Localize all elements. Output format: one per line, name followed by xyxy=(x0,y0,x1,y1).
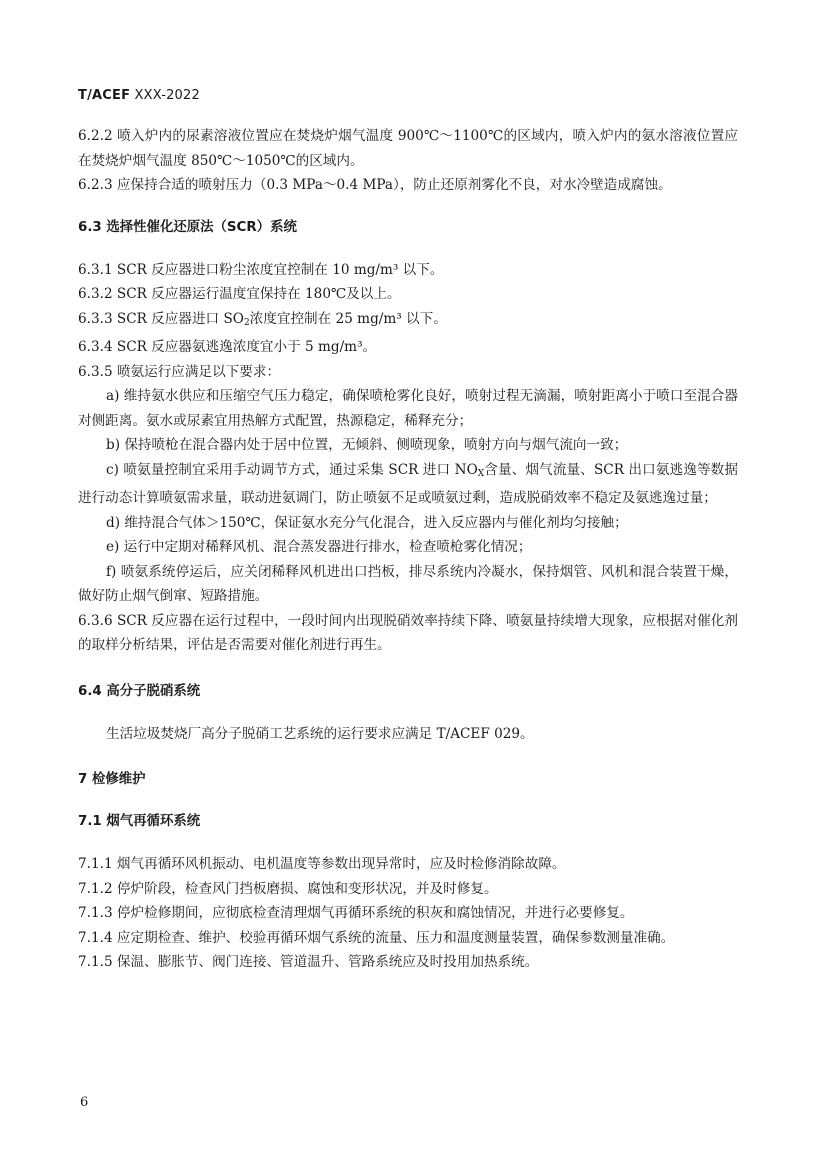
clause-6-3-4: 6.3.4 SCR 反应器氨逃逸浓度宜小于 5 mg/m³。 xyxy=(78,339,377,355)
clause-6-2-2: 6.2.2 喷入炉内的尿素溶液位置应在焚烧炉烟气温度 900℃～1100℃的区域内，喷入炉内的氨水溶液位置应在焚烧炉烟气温度 850℃～1050℃的区域内。 xyxy=(78,128,738,169)
standard-code-number: XXX-2022 xyxy=(130,88,200,103)
list-item-f: f) 喷氨系统停运后，应关闭稀释风机进出口挡板，排尽系统内冷凝水，保持烟管、风机和混合装置干燥，做好防止烟气倒窜、短路措施。 xyxy=(78,563,738,604)
standard-code-header xyxy=(78,88,200,103)
clause-6-3-1: 6.3.1 SCR 反应器进口粉尘浓度宜控制在 10 mg/m³ 以下。 xyxy=(78,261,444,278)
clause-6-3-3: 6.3.3 SCR 反应器进口 $SO_2$浓度宜控制在 25 mg/m³ 以下。 xyxy=(78,310,447,328)
list-item-e: e) 运行中定期对稀释风机、混合蒸发器进行排水，检查喷枪雾化情况； xyxy=(106,539,532,555)
list-item-c: c) 喷氨量控制宜采用手动调节方式，通过采集 SCR 进口 $NO_X$含量、烟气流量、SCR 出口氨逃逸等数据进行动态计算喷氨需求量，联动进氨调门，防止喷氨不足或喷氨过剩，造成脱硝效率不稳定及氨逃逸过量； xyxy=(78,461,738,506)
clause-7-1-3: 7.1.3 停炉检修期间，应彻底检查清理烟气再循环系统的积灰和腐蚀情况，并进行必要修复。 xyxy=(78,905,634,921)
clause-6-3-6: 6.3.6 SCR 反应器在运行过程中，一段时间内出现脱硝效率持续下降、喷氨量持续增大现象，应根据对催化剂的取样分析结果，评估是否需要对催化剂进行再生。 xyxy=(78,612,738,653)
list-item-a: a) 维持氨水供应和压缩空气压力稳定，确保喷枪雾化良好，喷射过程无滴漏，喷射距离小于喷口至混合器对侧距离。氨水或尿素宜用热解方式配置，热源稳定，稀释充分； xyxy=(78,388,738,429)
clause-6-4-body: 生活垃圾焚烧厂高分子脱硝工艺系统的运行要求应满足 T/ACEF 029。 xyxy=(106,725,534,742)
page-number: 6 xyxy=(80,1095,89,1110)
clause-6-2-3: 6.2.3 应保持合适的喷射压力（0.3 MPa～0.4 MPa），防止还原剂雾化不良，对水冷壁造成腐蚀。 xyxy=(78,177,672,193)
section-heading-6-3: 6.3 选择性催化还原法（SCR）系统 xyxy=(78,219,297,235)
document-body xyxy=(78,124,738,975)
clause-7-1-2: 7.1.2 停炉阶段，检查风门挡板磨损、腐蚀和变形状况，并及时修复。 xyxy=(78,880,498,897)
clause-7-1-4: 7.1.4 应定期检查、维护、校验再循环烟气系统的流量、压力和温度测量装置，确保参数测量准确。 xyxy=(78,929,675,946)
chapter-heading-7: 7 检修维护 xyxy=(78,772,146,787)
clause-7-1-1: 7.1.1 烟气再循环风机振动、电机温度等参数出现异常时，应及时检修消除故障。 xyxy=(78,856,566,872)
standard-code-prefix: T/ACEF xyxy=(78,88,131,103)
clause-6-3-2: 6.3.2 SCR 反应器运行温度宜保持在 180℃及以上。 xyxy=(78,286,401,302)
clause-7-1-5: 7.1.5 保温、膨胀节、阀门连接、管道温升、管路系统应及时投用加热系统。 xyxy=(78,954,539,970)
section-heading-7-1: 7.1 烟气再循环系统 xyxy=(78,814,201,829)
clause-6-3-5: 6.3.5 喷氨运行应满足以下要求： xyxy=(78,363,281,380)
section-heading-6-4: 6.4 高分子脱硝系统 xyxy=(78,683,201,699)
list-item-b: b) 保持喷枪在混合器内处于居中位置，无倾斜、侧喷现象，喷射方向与烟气流向一致； xyxy=(106,437,628,453)
list-item-d: d) 维持混合气体＞150℃，保证氨水充分气化混合，进入反应器内与催化剂均匀接触； xyxy=(106,514,628,531)
